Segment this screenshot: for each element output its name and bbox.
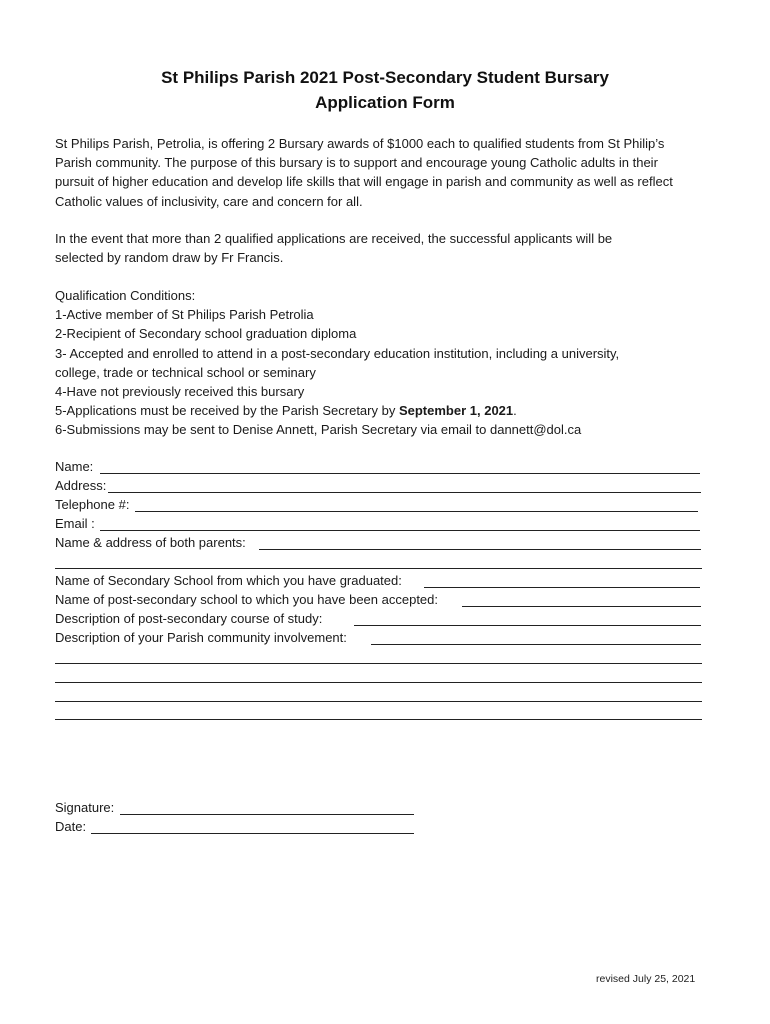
involvement-input-line[interactable] (371, 644, 701, 645)
date-label: Date: (55, 819, 87, 834)
involvement-input-line-3[interactable] (55, 682, 702, 683)
condition-item: 2-Recipient of Secondary school graduation diploma (55, 326, 357, 342)
telephone-input-line[interactable] (135, 511, 698, 512)
deadline-date: September 1, 2021 (398, 403, 514, 419)
name-field-label: Name: (55, 459, 94, 474)
date-input-line[interactable] (91, 833, 414, 834)
involvement-input-line-5[interactable] (55, 719, 702, 720)
conditions-heading: Qualification Conditions: (55, 288, 196, 303)
course-field-label: Description of post-secondary course of study: (55, 611, 323, 626)
condition-item-submission: 6-Submissions may be sent to Denise Annett, Parish Secretary via email to dannett@dol.ca (55, 422, 582, 438)
secondary-school-field-label: Name of Secondary School from which you have graduated: (55, 573, 402, 588)
deadline-suffix: . (513, 403, 517, 419)
parents-input-line-2[interactable] (55, 568, 702, 569)
condition-item-continued: college, trade or technical school or seminary (55, 364, 316, 380)
revision-date: revised July 25, 2021 (596, 973, 696, 985)
post-secondary-school-input-line[interactable] (462, 606, 701, 607)
address-field-label: Address: (55, 478, 107, 493)
telephone-field-label: Telephone #: (55, 497, 130, 512)
signature-label: Signature: (55, 800, 115, 815)
condition-item: 1-Active member of St Philips Parish Petrolia (55, 307, 314, 323)
address-input-line[interactable] (108, 492, 701, 493)
course-input-line[interactable] (354, 625, 701, 626)
draw-line: In the event that more than 2 qualified applications are received, the successful applicants will be (55, 231, 613, 246)
intro-line: pursuit of higher education and develop life skills that will engage in parish and community as well as reflect (55, 174, 673, 190)
involvement-input-line-2[interactable] (55, 663, 702, 664)
draw-line: selected by random draw by Fr Francis. (55, 250, 284, 266)
form-subtitle: Application Form (315, 93, 455, 112)
secondary-school-input-line[interactable] (424, 587, 700, 588)
intro-paragraph (55, 134, 725, 211)
email-input-line[interactable] (100, 530, 700, 531)
email-field-label: Email : (55, 516, 95, 531)
condition-item-deadline (55, 401, 725, 420)
signature-input-line[interactable] (120, 814, 414, 815)
name-input-line[interactable] (100, 473, 700, 474)
qualification-conditions (55, 286, 725, 440)
parents-field-label: Name & address of both parents: (55, 535, 246, 550)
random-draw-paragraph (55, 229, 725, 267)
intro-line: St Philips Parish, Petrolia, is offering 2 Bursary awards of $1000 each to qualified students from St Philip’s (55, 136, 665, 151)
involvement-field-label: Description of your Parish community involvement: (55, 630, 347, 645)
involvement-input-line-4[interactable] (55, 701, 702, 702)
condition-item: 4-Have not previously received this bursary (55, 384, 305, 400)
deadline-prefix: 5-Applications must be received by the Parish Secretary by (55, 403, 399, 419)
post-secondary-school-field-label: Name of post-secondary school to which you have been accepted: (55, 592, 439, 607)
intro-line: Catholic values of inclusivity, care and concern for all. (55, 193, 363, 209)
parents-input-line[interactable] (259, 549, 701, 550)
form-title: St Philips Parish 2021 Post-Secondary Student Bursary (161, 68, 609, 87)
intro-line: Parish community. The purpose of this bursary is to support and encourage young Catholic adults in their (55, 155, 658, 171)
condition-item: 3- Accepted and enrolled to attend in a post-secondary education institution, including a university, (55, 345, 620, 361)
